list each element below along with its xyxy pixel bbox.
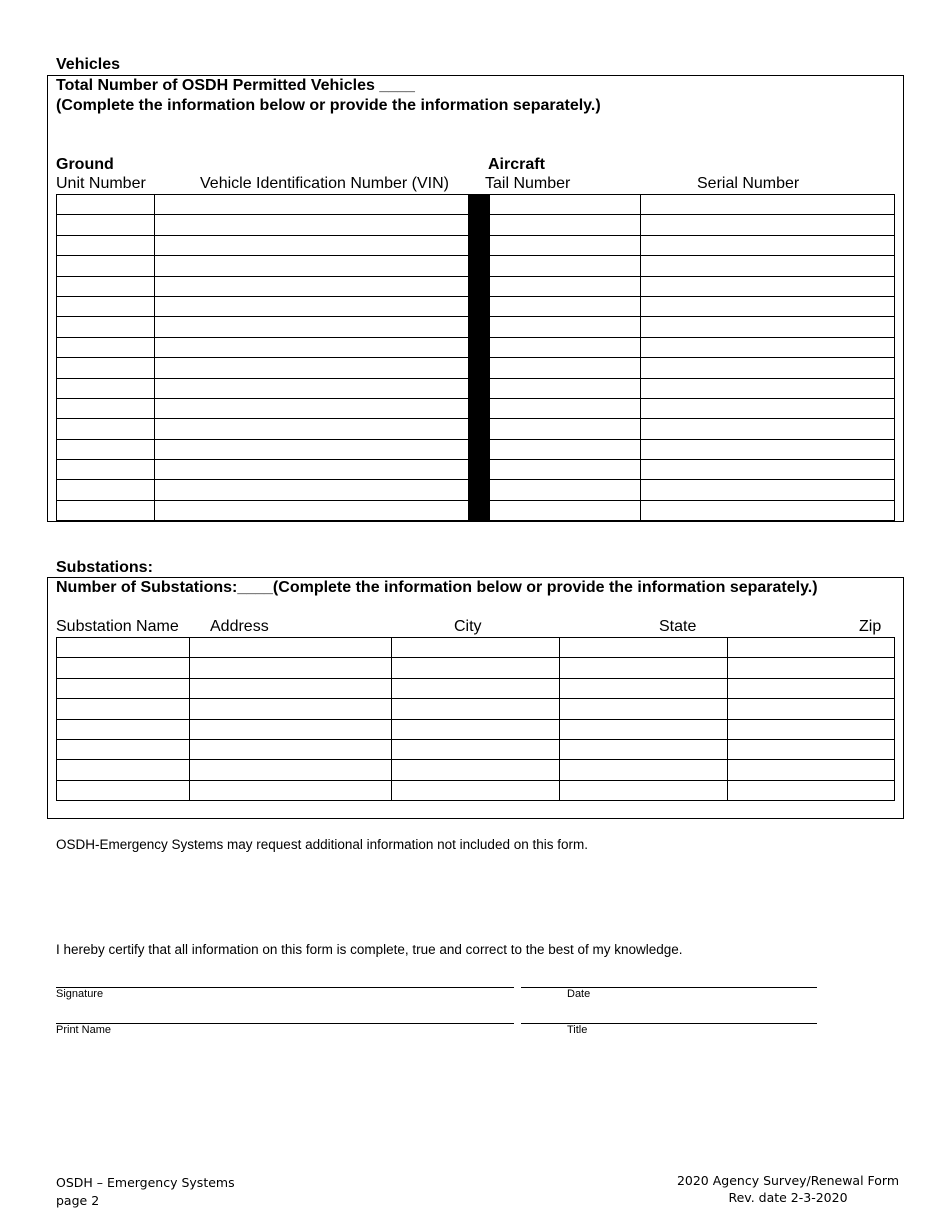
notice-text: OSDH-Emergency Systems may request additional information not included on this form. — [56, 837, 588, 852]
serial-number-cell[interactable] — [641, 276, 895, 296]
address-cell[interactable] — [190, 760, 392, 780]
serial-number-cell[interactable] — [641, 256, 895, 276]
vin-cell[interactable] — [155, 480, 469, 500]
unit-number-cell[interactable] — [57, 235, 155, 255]
unit-number-cell[interactable] — [57, 500, 155, 520]
vehicle-row — [57, 378, 895, 398]
substation-row — [57, 699, 895, 719]
unit-number-cell[interactable] — [57, 378, 155, 398]
substation-row — [57, 658, 895, 678]
unit-number-cell[interactable] — [57, 195, 155, 215]
vehicle-row — [57, 256, 895, 276]
vin-cell[interactable] — [155, 500, 469, 520]
zip-cell[interactable] — [728, 760, 895, 780]
serial-number-cell[interactable] — [641, 337, 895, 357]
tail-number-cell[interactable] — [490, 419, 641, 439]
print-name-label: Print Name — [56, 1024, 112, 1036]
tail-number-cell[interactable] — [490, 215, 641, 235]
substation-row — [57, 638, 895, 658]
serial-number-cell[interactable] — [641, 398, 895, 418]
state-cell[interactable] — [560, 719, 728, 739]
vehicle-row — [57, 480, 895, 500]
state-cell[interactable] — [560, 739, 728, 759]
vehicle-row — [57, 439, 895, 459]
state-cell[interactable] — [560, 678, 728, 698]
vehicle-row — [57, 419, 895, 439]
date-label: Date — [567, 988, 591, 1000]
certify-text: I hereby certify that all information on this form is complete, true and correct to the best of my knowledge. — [56, 942, 683, 957]
ground-label: Ground — [56, 156, 114, 173]
city-cell[interactable] — [392, 719, 560, 739]
tail-number-cell[interactable] — [490, 480, 641, 500]
vin-cell[interactable] — [155, 460, 469, 480]
address-cell[interactable] — [190, 699, 392, 719]
state-cell[interactable] — [560, 658, 728, 678]
state-cell[interactable] — [560, 638, 728, 658]
name-cell[interactable] — [57, 719, 190, 739]
vin-cell[interactable] — [155, 378, 469, 398]
title-label: Title — [567, 1024, 588, 1036]
serial-number-cell[interactable] — [641, 500, 895, 520]
city-cell[interactable] — [392, 678, 560, 698]
vehicle-row — [57, 235, 895, 255]
footer-form-name: 2020 Agency Survey/Renewal Form — [676, 1173, 900, 1188]
city-cell[interactable] — [392, 638, 560, 658]
vin-cell[interactable] — [155, 276, 469, 296]
vin-cell[interactable] — [155, 358, 469, 378]
unit-number-cell[interactable] — [57, 480, 155, 500]
substations-table — [56, 637, 895, 801]
state-cell[interactable] — [560, 760, 728, 780]
name-cell[interactable] — [57, 739, 190, 759]
unit-number-cell[interactable] — [57, 398, 155, 418]
tail-number-cell[interactable] — [490, 337, 641, 357]
serial-number-cell[interactable] — [641, 215, 895, 235]
unit-number-cell[interactable] — [57, 419, 155, 439]
vehicle-row — [57, 358, 895, 378]
serial-number-cell[interactable] — [641, 439, 895, 459]
col-address: Address — [210, 618, 269, 635]
serial-number-cell[interactable] — [641, 480, 895, 500]
name-cell[interactable] — [57, 760, 190, 780]
vin-cell[interactable] — [155, 215, 469, 235]
col-substation-name: Substation Name — [56, 618, 179, 635]
col-vin: Vehicle Identification Number (VIN) — [200, 175, 449, 192]
address-cell[interactable] — [190, 780, 392, 800]
divider-cell — [469, 296, 490, 316]
divider-cell — [469, 378, 490, 398]
tail-number-cell[interactable] — [490, 317, 641, 337]
vin-cell[interactable] — [155, 235, 469, 255]
vehicle-row — [57, 460, 895, 480]
divider-cell — [469, 215, 490, 235]
vehicle-row — [57, 500, 895, 520]
zip-cell[interactable] — [728, 699, 895, 719]
serial-number-cell[interactable] — [641, 195, 895, 215]
signature-line[interactable] — [56, 987, 514, 988]
zip-cell[interactable] — [728, 638, 895, 658]
unit-number-cell[interactable] — [57, 439, 155, 459]
tail-number-cell[interactable] — [490, 296, 641, 316]
zip-cell[interactable] — [728, 658, 895, 678]
serial-number-cell[interactable] — [641, 235, 895, 255]
vin-cell[interactable] — [155, 296, 469, 316]
substation-row — [57, 739, 895, 759]
total-vehicles-line[interactable]: Total Number of OSDH Permitted Vehicles ____ — [56, 77, 415, 94]
vehicle-row — [57, 215, 895, 235]
city-cell[interactable] — [392, 780, 560, 800]
col-unit-number: Unit Number — [56, 175, 146, 192]
divider-cell — [469, 256, 490, 276]
col-tail-number: Tail Number — [485, 175, 571, 192]
city-cell[interactable] — [392, 760, 560, 780]
unit-number-cell[interactable] — [57, 296, 155, 316]
substation-row — [57, 760, 895, 780]
tail-number-cell[interactable] — [490, 398, 641, 418]
zip-cell[interactable] — [728, 780, 895, 800]
divider-cell — [469, 480, 490, 500]
unit-number-cell[interactable] — [57, 215, 155, 235]
substations-count-line[interactable]: Number of Substations:____(Complete the information below or provide the information separately.) — [56, 579, 818, 596]
serial-number-cell[interactable] — [641, 296, 895, 316]
vehicles-table — [56, 194, 895, 521]
tail-number-cell[interactable] — [490, 439, 641, 459]
address-cell[interactable] — [190, 678, 392, 698]
vehicle-row — [57, 296, 895, 316]
vehicle-row — [57, 337, 895, 357]
footer-rev-date: Rev. date 2-3-2020 — [728, 1190, 848, 1205]
tail-number-cell[interactable] — [490, 276, 641, 296]
divider-cell — [469, 276, 490, 296]
divider-cell — [469, 317, 490, 337]
col-zip: Zip — [859, 618, 882, 635]
unit-number-cell[interactable] — [57, 317, 155, 337]
vin-cell[interactable] — [155, 439, 469, 459]
serial-number-cell[interactable] — [641, 460, 895, 480]
city-cell[interactable] — [392, 658, 560, 678]
vin-cell[interactable] — [155, 195, 469, 215]
address-cell[interactable] — [190, 719, 392, 739]
unit-number-cell[interactable] — [57, 276, 155, 296]
footer-page: page 2 — [56, 1193, 100, 1208]
name-cell[interactable] — [57, 638, 190, 658]
vin-cell[interactable] — [155, 337, 469, 357]
address-cell[interactable] — [190, 739, 392, 759]
footer-org: OSDH – Emergency Systems — [56, 1175, 235, 1190]
name-cell[interactable] — [57, 658, 190, 678]
tail-number-cell[interactable] — [490, 195, 641, 215]
divider-cell — [469, 358, 490, 378]
state-cell[interactable] — [560, 699, 728, 719]
serial-number-cell[interactable] — [641, 378, 895, 398]
signature-label: Signature — [56, 988, 104, 1000]
vin-cell[interactable] — [155, 419, 469, 439]
address-cell[interactable] — [190, 658, 392, 678]
substation-row — [57, 678, 895, 698]
tail-number-cell[interactable] — [490, 235, 641, 255]
col-city: City — [454, 618, 482, 635]
unit-number-cell[interactable] — [57, 358, 155, 378]
divider-cell — [469, 398, 490, 418]
vehicle-row — [57, 398, 895, 418]
city-cell[interactable] — [392, 739, 560, 759]
tail-number-cell[interactable] — [490, 460, 641, 480]
divider-cell — [469, 419, 490, 439]
substation-row — [57, 719, 895, 739]
zip-cell[interactable] — [728, 739, 895, 759]
date-line[interactable] — [521, 987, 817, 988]
vehicle-row — [57, 276, 895, 296]
zip-cell[interactable] — [728, 719, 895, 739]
vin-cell[interactable] — [155, 317, 469, 337]
print-name-line[interactable] — [56, 1023, 514, 1024]
divider-cell — [469, 500, 490, 520]
tail-number-cell[interactable] — [490, 256, 641, 276]
col-state: State — [659, 618, 697, 635]
title-line[interactable] — [521, 1023, 817, 1024]
substations-heading: Substations: — [56, 559, 153, 576]
divider-cell — [469, 337, 490, 357]
divider-cell — [469, 460, 490, 480]
vin-cell[interactable] — [155, 398, 469, 418]
name-cell[interactable] — [57, 699, 190, 719]
vehicles-heading: Vehicles — [56, 56, 121, 73]
state-cell[interactable] — [560, 780, 728, 800]
tail-number-cell[interactable] — [490, 358, 641, 378]
unit-number-cell[interactable] — [57, 256, 155, 276]
serial-number-cell[interactable] — [641, 419, 895, 439]
unit-number-cell[interactable] — [57, 337, 155, 357]
serial-number-cell[interactable] — [641, 358, 895, 378]
address-cell[interactable] — [190, 638, 392, 658]
tail-number-cell[interactable] — [490, 500, 641, 520]
divider-cell — [469, 439, 490, 459]
aircraft-label: Aircraft — [488, 156, 545, 173]
substation-row — [57, 780, 895, 800]
serial-number-cell[interactable] — [641, 317, 895, 337]
divider-cell — [469, 235, 490, 255]
name-cell[interactable] — [57, 678, 190, 698]
city-cell[interactable] — [392, 699, 560, 719]
vehicle-row — [57, 317, 895, 337]
vehicles-instruction: (Complete the information below or provide the information separately.) — [56, 97, 601, 114]
unit-number-cell[interactable] — [57, 460, 155, 480]
divider-cell — [469, 195, 490, 215]
col-serial-number: Serial Number — [697, 175, 800, 192]
tail-number-cell[interactable] — [490, 378, 641, 398]
name-cell[interactable] — [57, 780, 190, 800]
vehicle-row — [57, 195, 895, 215]
zip-cell[interactable] — [728, 678, 895, 698]
vin-cell[interactable] — [155, 256, 469, 276]
